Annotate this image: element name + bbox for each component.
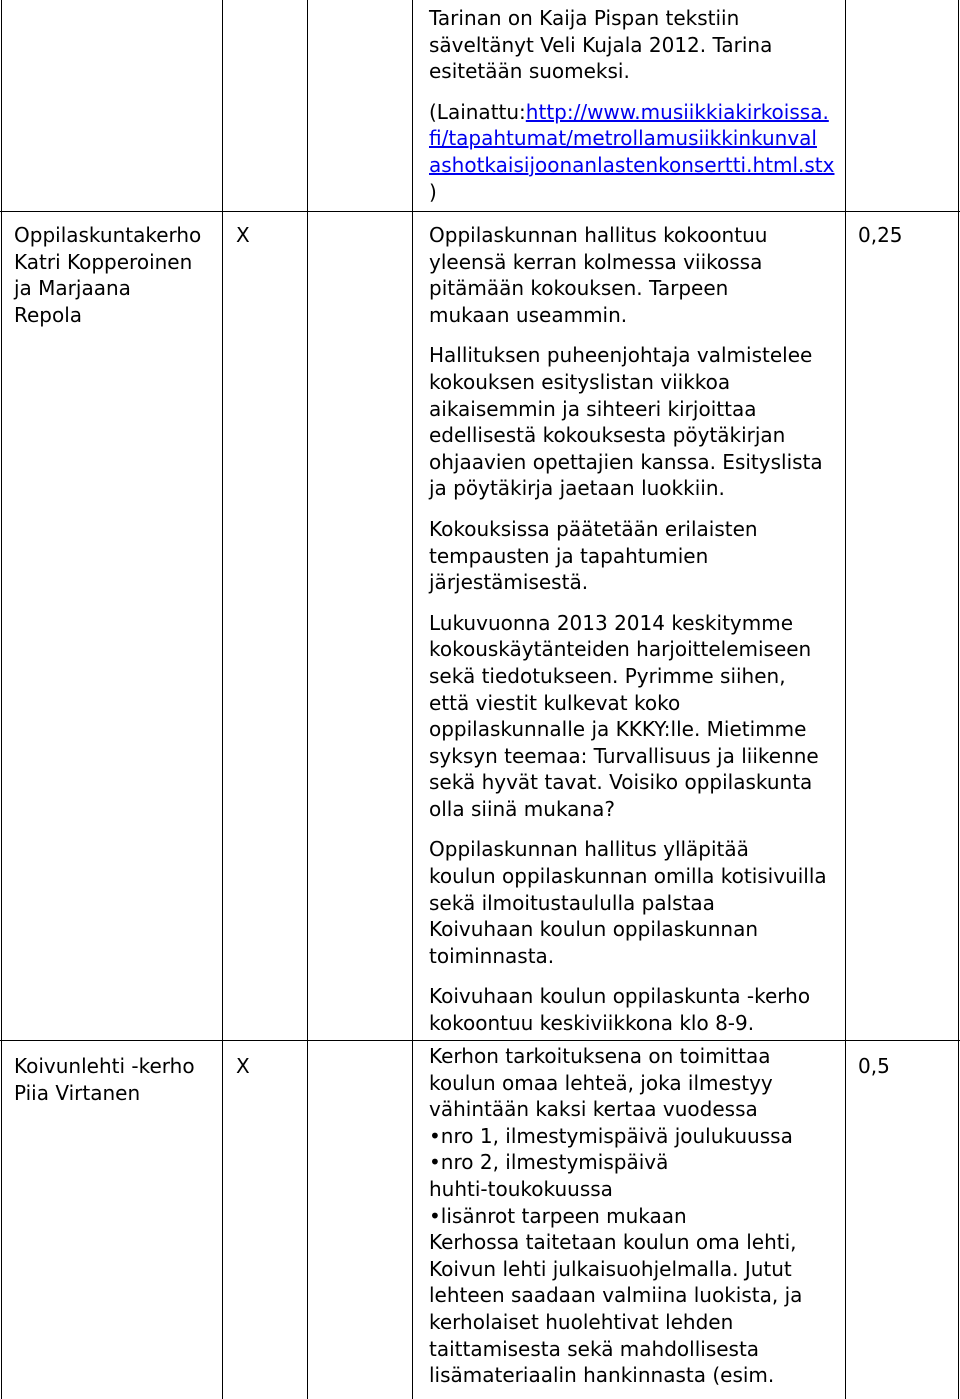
row-1-mark: X xyxy=(236,223,250,247)
intro-line: esitetään suomeksi. xyxy=(429,59,630,84)
text-line: lisämateriaalin hankinnasta (esim. xyxy=(429,1363,775,1388)
name-line: Piia Virtanen xyxy=(14,1080,141,1105)
row-1-description xyxy=(429,222,827,1037)
text-line: taittamisesta sekä mahdollisesta xyxy=(429,1336,760,1361)
column-border xyxy=(307,0,308,1399)
text-line: edellisestä kokouksesta pöytäkirjan xyxy=(429,423,786,448)
lainattu-prefix: (Lainattu: xyxy=(429,99,526,124)
column-border xyxy=(958,0,959,1399)
text-line: aikaisemmin ja sihteeri kirjoittaa xyxy=(429,396,757,421)
paragraph xyxy=(429,342,827,502)
text-line: syksyn teemaa: Turvallisuus ja liikenne xyxy=(429,743,819,768)
paragraph xyxy=(429,983,827,1036)
row-1-value: 0,25 xyxy=(858,223,903,247)
bullet-line: •lisänrot tarpeen mukaan xyxy=(429,1203,687,1228)
name-line: Repola xyxy=(14,302,83,327)
text-line: koulun oppilaskunnan omilla kotisivuilla xyxy=(429,864,827,889)
text-line: oppilaskunnalle ja KKKY:lle. Mietimme xyxy=(429,717,807,742)
name-line: Oppilaskuntakerho xyxy=(14,223,202,247)
text-line: vähintään kaksi kertaa vuodessa xyxy=(429,1097,758,1122)
text-line: Kokouksissa päätetään erilaisten xyxy=(429,516,758,541)
text-line: Kerhossa taitetaan koulun oma lehti, xyxy=(429,1230,797,1255)
text-line: Koivun lehti julkaisuohjelmalla. Jutut xyxy=(429,1256,792,1281)
paragraph xyxy=(429,516,827,596)
paragraph xyxy=(429,610,827,823)
text-line: järjestämisestä. xyxy=(429,570,589,595)
text-line: toiminnasta. xyxy=(429,943,555,968)
text-line: ja pöytäkirja jaetaan luokkiin. xyxy=(429,476,725,501)
text-line: pitämään kokouksen. Tarpeen xyxy=(429,276,729,301)
text-line: Hallituksen puheenjohtaja valmistelee xyxy=(429,343,813,368)
column-border xyxy=(222,0,223,1399)
text-line: kokoontuu keskiviikkona klo 8-9. xyxy=(429,1011,755,1036)
bullet-line: •nro 2, ilmestymispäivä xyxy=(429,1150,669,1175)
text-line: Koivuhaan koulun oppilaskunta -kerho xyxy=(429,984,811,1009)
text-line: Kerhon tarkoituksena on toimittaa xyxy=(429,1044,771,1068)
row-2-name xyxy=(14,1053,195,1106)
intro-cell xyxy=(429,5,834,205)
source-link-continued[interactable]: ashotkaisijoonanlastenkonsertti.html.stx xyxy=(429,152,835,177)
column-border xyxy=(1,0,2,1399)
row-2-mark: X xyxy=(236,1054,250,1078)
text-line: lehteen saadaan valmiina luokista, ja xyxy=(429,1283,803,1308)
text-line: sekä hyvät tavat. Voisiko oppilaskunta xyxy=(429,770,813,795)
source-link-continued[interactable]: fi/tapahtumat/metrollamusiikkinkunval xyxy=(429,126,817,151)
row-1-name xyxy=(14,222,201,328)
row-2-value: 0,5 xyxy=(858,1054,890,1078)
text-line: kerholaiset huolehtivat lehden xyxy=(429,1309,734,1334)
source-link[interactable]: http://www.musiikkiakirkoissa. xyxy=(525,99,829,124)
text-line: Lukuvuonna 2013 2014 keskitymme xyxy=(429,610,794,635)
intro-line: säveltänyt Veli Kujala 2012. Tarina xyxy=(429,32,773,57)
text-line: että viestit kulkevat koko xyxy=(429,690,681,715)
source-link-line xyxy=(429,125,834,152)
column-border xyxy=(845,0,846,1399)
text-line: huhti-toukokuussa xyxy=(429,1176,613,1201)
text-line: olla siinä mukana? xyxy=(429,796,615,821)
bullet-line: •nro 1, ilmestymispäivä joulukuussa xyxy=(429,1123,793,1148)
name-line: Koivunlehti -kerho xyxy=(14,1054,195,1078)
paragraph xyxy=(429,222,827,328)
lainattu-line xyxy=(429,99,834,126)
name-line: ja Marjaana xyxy=(14,276,131,301)
row-border xyxy=(0,211,960,212)
row-2-description xyxy=(429,1043,802,1389)
intro-line: Tarinan on Kaija Pispan tekstiin xyxy=(429,6,740,30)
paragraph xyxy=(429,1043,802,1389)
text-line: tempausten ja tapahtumien xyxy=(429,543,709,568)
text-line: sekä ilmoitustaululla palstaa xyxy=(429,890,715,915)
paragraph xyxy=(429,836,827,969)
text-line: Oppilaskunnan hallitus kokoontuu xyxy=(429,223,768,247)
text-line: mukaan useammin. xyxy=(429,302,628,327)
column-border xyxy=(412,0,413,1399)
text-line: kokouksen esityslistan viikkoa xyxy=(429,369,731,394)
text-line: ohjaavien opettajien kanssa. Esityslista xyxy=(429,449,823,474)
text-line: yleensä kerran kolmessa viikossa xyxy=(429,249,763,274)
name-line: Katri Kopperoinen xyxy=(14,249,193,274)
text-line: Oppilaskunnan hallitus ylläpitää xyxy=(429,837,749,862)
close-paren: ) xyxy=(429,179,437,204)
row-border xyxy=(0,1040,960,1041)
text-line: Koivuhaan koulun oppilaskunnan xyxy=(429,917,759,942)
source-link-line xyxy=(429,152,834,179)
text-line: sekä tiedotukseen. Pyrimme siihen, xyxy=(429,663,786,688)
text-line: koulun omaa lehteä, joka ilmestyy xyxy=(429,1070,773,1095)
text-line: kokouskäytänteiden harjoittelemiseen xyxy=(429,637,812,662)
